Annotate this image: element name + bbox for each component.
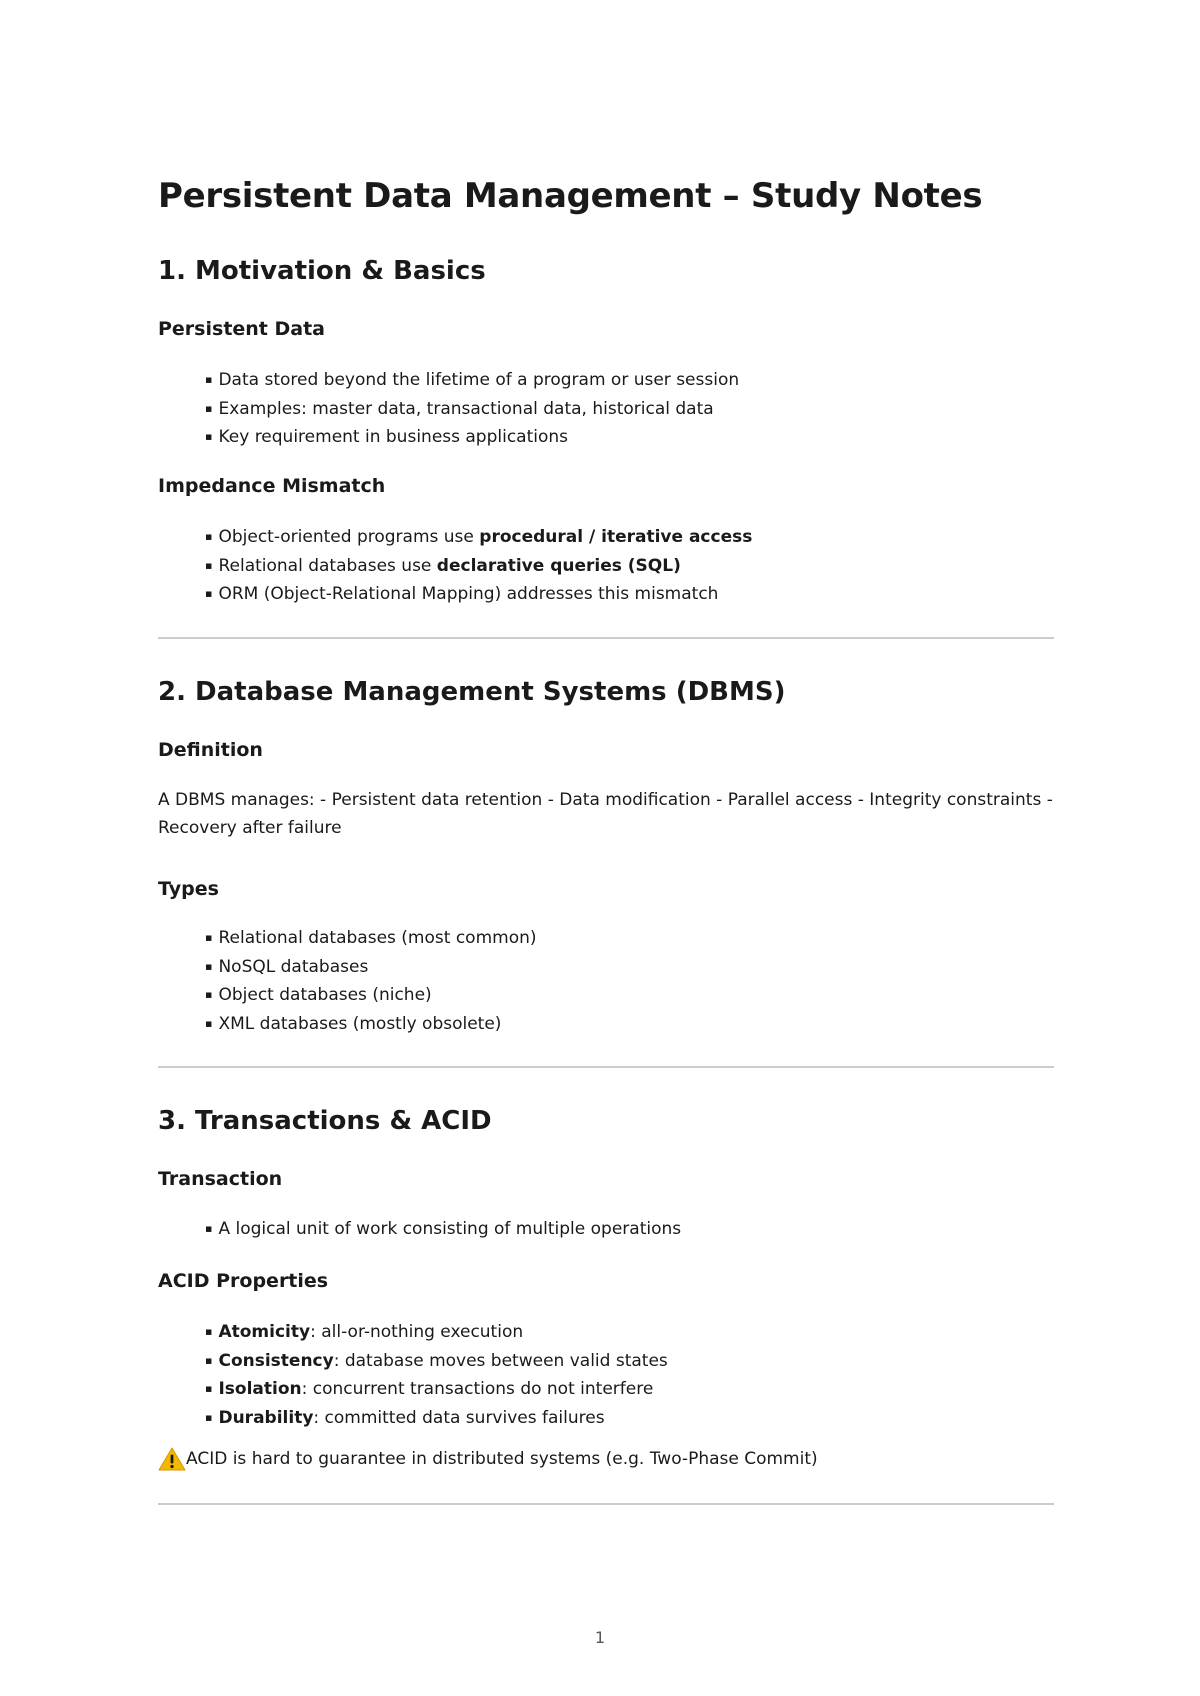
section-heading: 3. Transactions & ACID (158, 1106, 492, 1136)
section-heading: 2. Database Management Systems (DBMS) (158, 677, 786, 707)
list-item: ▪ Data stored beyond the lifetime of a program or user session (205, 367, 739, 396)
list-item: ▪ Key requirement in business applications (205, 424, 739, 453)
section-heading: 1. Motivation & Basics (158, 256, 486, 286)
list-item: ▪ NoSQL databases (205, 954, 537, 983)
section-divider (158, 1066, 1054, 1068)
transaction-list (205, 1216, 681, 1245)
list-item: ▪ ORM (Object-Relational Mapping) addresses this mismatch (205, 581, 752, 610)
page-number: 1 (594, 1628, 606, 1647)
acid-warning-note (158, 1447, 818, 1471)
section-dbms (158, 677, 1054, 707)
section-motivation (158, 256, 1054, 286)
list-item: ▪ Object-oriented programs use procedural / iterative access (205, 524, 752, 553)
list-item: ▪ Relational databases use declarative queries (SQL) (205, 553, 752, 582)
section-transactions (158, 1106, 1054, 1136)
section-divider (158, 637, 1054, 639)
types-list (205, 925, 537, 1039)
subheading-persistent-data: Persistent Data (158, 318, 326, 340)
impedance-list (205, 524, 752, 610)
list-item: ▪ Examples: master data, transactional data, historical data (205, 396, 739, 425)
list-item: ▪ Consistency: database moves between valid states (205, 1348, 668, 1377)
list-item: ▪ Atomicity: all-or-nothing execution (205, 1319, 668, 1348)
persistent-data-list (205, 367, 739, 453)
list-item: ▪ A logical unit of work consisting of multiple operations (205, 1216, 681, 1245)
warning-text: ACID is hard to guarantee in distributed systems (e.g. Two-Phase Commit) (186, 1449, 818, 1469)
subheading-acid-properties: ACID Properties (158, 1270, 329, 1292)
subheading-impedance-mismatch: Impedance Mismatch (158, 475, 386, 497)
list-item: ▪ Relational databases (most common) (205, 925, 537, 954)
document-title: Persistent Data Management – Study Notes (158, 176, 983, 216)
subheading-types: Types (158, 878, 219, 900)
subheading-definition: Definition (158, 739, 263, 761)
subheading-transaction: Transaction (158, 1168, 283, 1190)
acid-list (205, 1319, 668, 1433)
definition-paragraph: A DBMS manages: - Persistent data retention - Data modification - Parallel access - Integrity constraints - Recovery after failure (158, 790, 1053, 838)
warning-icon (158, 1447, 186, 1471)
section-divider (158, 1503, 1054, 1505)
list-item: ▪ Object databases (niche) (205, 982, 537, 1011)
list-item: ▪ Durability: committed data survives failures (205, 1405, 668, 1434)
list-item: ▪ Isolation: concurrent transactions do not interfere (205, 1376, 668, 1405)
list-item: ▪ XML databases (mostly obsolete) (205, 1011, 537, 1040)
